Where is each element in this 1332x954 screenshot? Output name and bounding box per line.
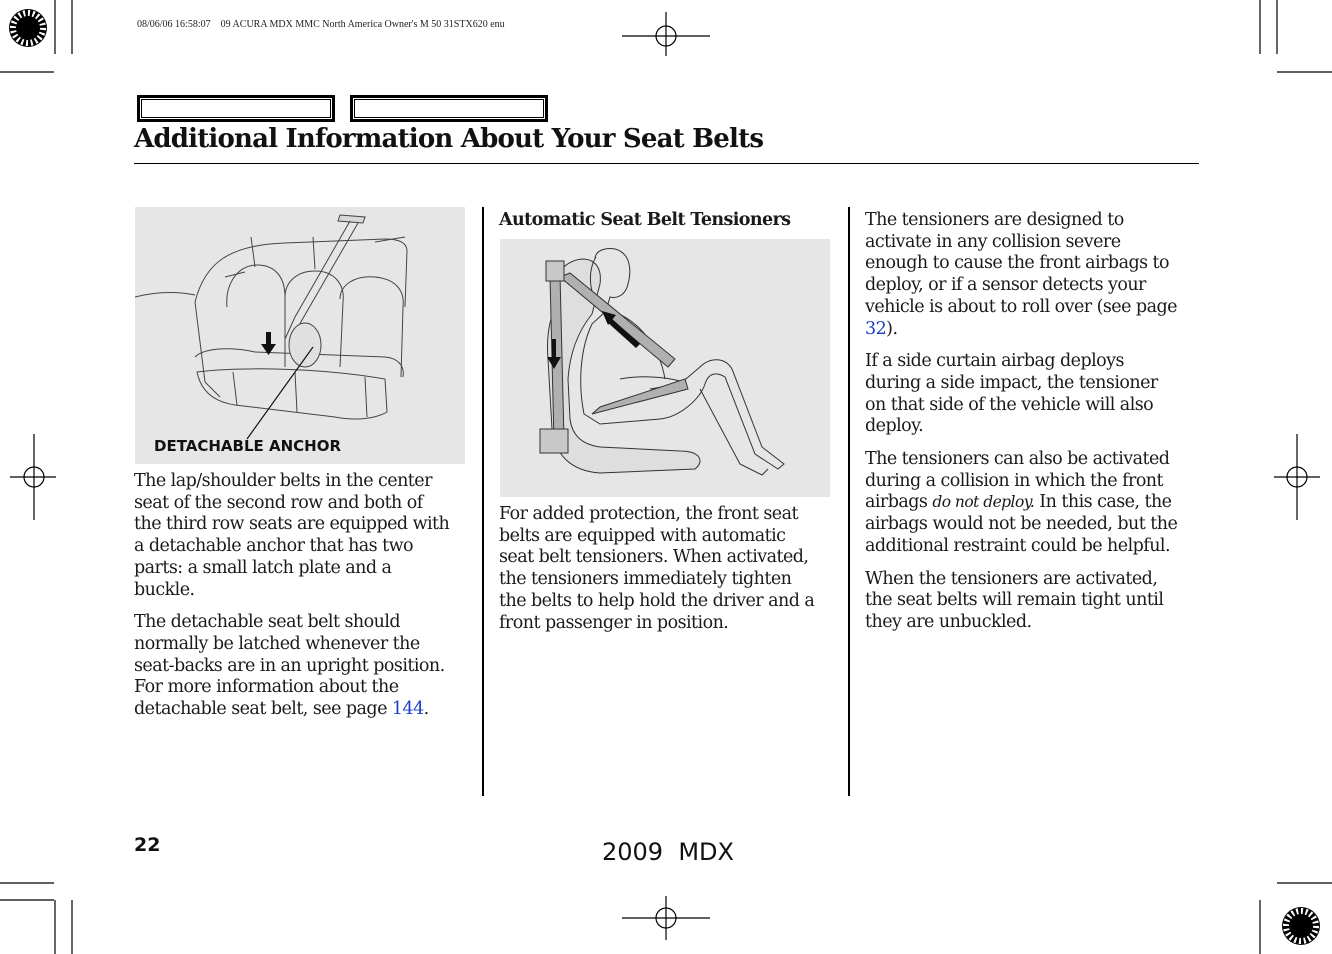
title-rule <box>134 163 1199 164</box>
text-line: The detachable seat belt should <box>134 612 401 633</box>
seated-passenger-drawing <box>500 239 830 497</box>
column-3 <box>865 210 1177 634</box>
text-line: additional restraint could be helpful. <box>865 535 1170 556</box>
text-line: The lap/shoulder belts in the center <box>134 471 432 491</box>
text-line: buckle. <box>134 579 195 600</box>
text-line: parts: a small latch plate and a <box>134 557 392 578</box>
text-line: The tensioners can also be activated <box>865 449 1170 470</box>
page-link-144[interactable]: 144 <box>391 699 424 720</box>
text-line: detachable seat belt, see page <box>134 699 392 720</box>
text-line: The tensioners are designed to <box>865 210 1124 230</box>
text-line: the belts to help hold the driver and a <box>499 590 815 611</box>
paragraph <box>865 210 1177 340</box>
text-line: seat-backs are in an upright position. <box>134 655 445 676</box>
paragraph <box>865 449 1177 558</box>
paragraph <box>134 471 449 601</box>
text-line: If a side curtain airbag deploys <box>865 351 1124 372</box>
paragraph <box>134 612 449 721</box>
print-header: 08/06/06 16:58:07 09 ACURA MDX MMC North America Owner's M 50 31STX620 enu <box>137 19 505 30</box>
detachable-anchor-illustration <box>135 207 465 464</box>
text-line: normally be latched whenever the <box>134 633 420 654</box>
text-line: the third row seats are equipped with <box>134 514 450 535</box>
text-line: belts are equipped with automatic <box>499 525 786 546</box>
text-line: deploy. <box>865 416 924 437</box>
seat-belt-tensioner-illustration <box>500 239 830 497</box>
text-line: deploy, or if a sensor detects your <box>865 275 1146 296</box>
paragraph <box>865 351 1177 438</box>
text-line: enough to cause the front airbags to <box>865 253 1170 274</box>
text-line: In this case, the <box>1034 492 1172 513</box>
page-number: 22 <box>134 834 161 856</box>
rear-seat-drawing <box>135 207 465 464</box>
footer-model-name: 2009 MDX <box>602 838 734 866</box>
paragraph <box>865 569 1177 634</box>
text-line: on that side of the vehicle will also <box>865 394 1154 415</box>
text-line: ). <box>886 318 898 339</box>
text-line: vehicle is about to roll over (see page <box>865 296 1177 317</box>
text-line: during a collision in which the front <box>865 470 1164 491</box>
text-line: . <box>423 699 429 720</box>
text-line: activate in any collision severe <box>865 231 1121 252</box>
text-line: seat belt tensioners. When activated, <box>499 547 809 568</box>
text-line: the seat belts will remain tight until <box>865 590 1164 611</box>
paragraph <box>499 504 814 634</box>
text-line: seat of the second row and both of <box>134 492 423 513</box>
tab-box-right <box>350 95 548 122</box>
text-line: during a side impact, the tensioner <box>865 372 1158 393</box>
column-divider <box>482 207 484 796</box>
text-line: When the tensioners are activated, <box>865 568 1158 589</box>
column-divider <box>848 207 850 796</box>
text-line: they are unbuckled. <box>865 611 1032 632</box>
column-1 <box>134 471 449 721</box>
text-line: airbags <box>865 492 933 513</box>
text-line: For added protection, the front seat <box>499 504 798 524</box>
text-line: airbags would not be needed, but the <box>865 514 1178 535</box>
column-2-text <box>499 504 814 634</box>
text-line: For more information about the <box>134 677 399 698</box>
emphasis-text: do not deploy. <box>932 493 1035 512</box>
page-link-32[interactable]: 32 <box>865 318 887 339</box>
text-line: front passenger in position. <box>499 612 729 633</box>
figure-caption: DETACHABLE ANCHOR <box>154 437 342 455</box>
tab-box-left <box>137 95 335 122</box>
page-title: Additional Information About Your Seat Belts <box>134 124 764 154</box>
text-line: the tensioners immediately tighten <box>499 569 792 590</box>
section-heading: Automatic Seat Belt Tensioners <box>499 210 791 230</box>
text-line: a detachable anchor that has two <box>134 536 414 557</box>
